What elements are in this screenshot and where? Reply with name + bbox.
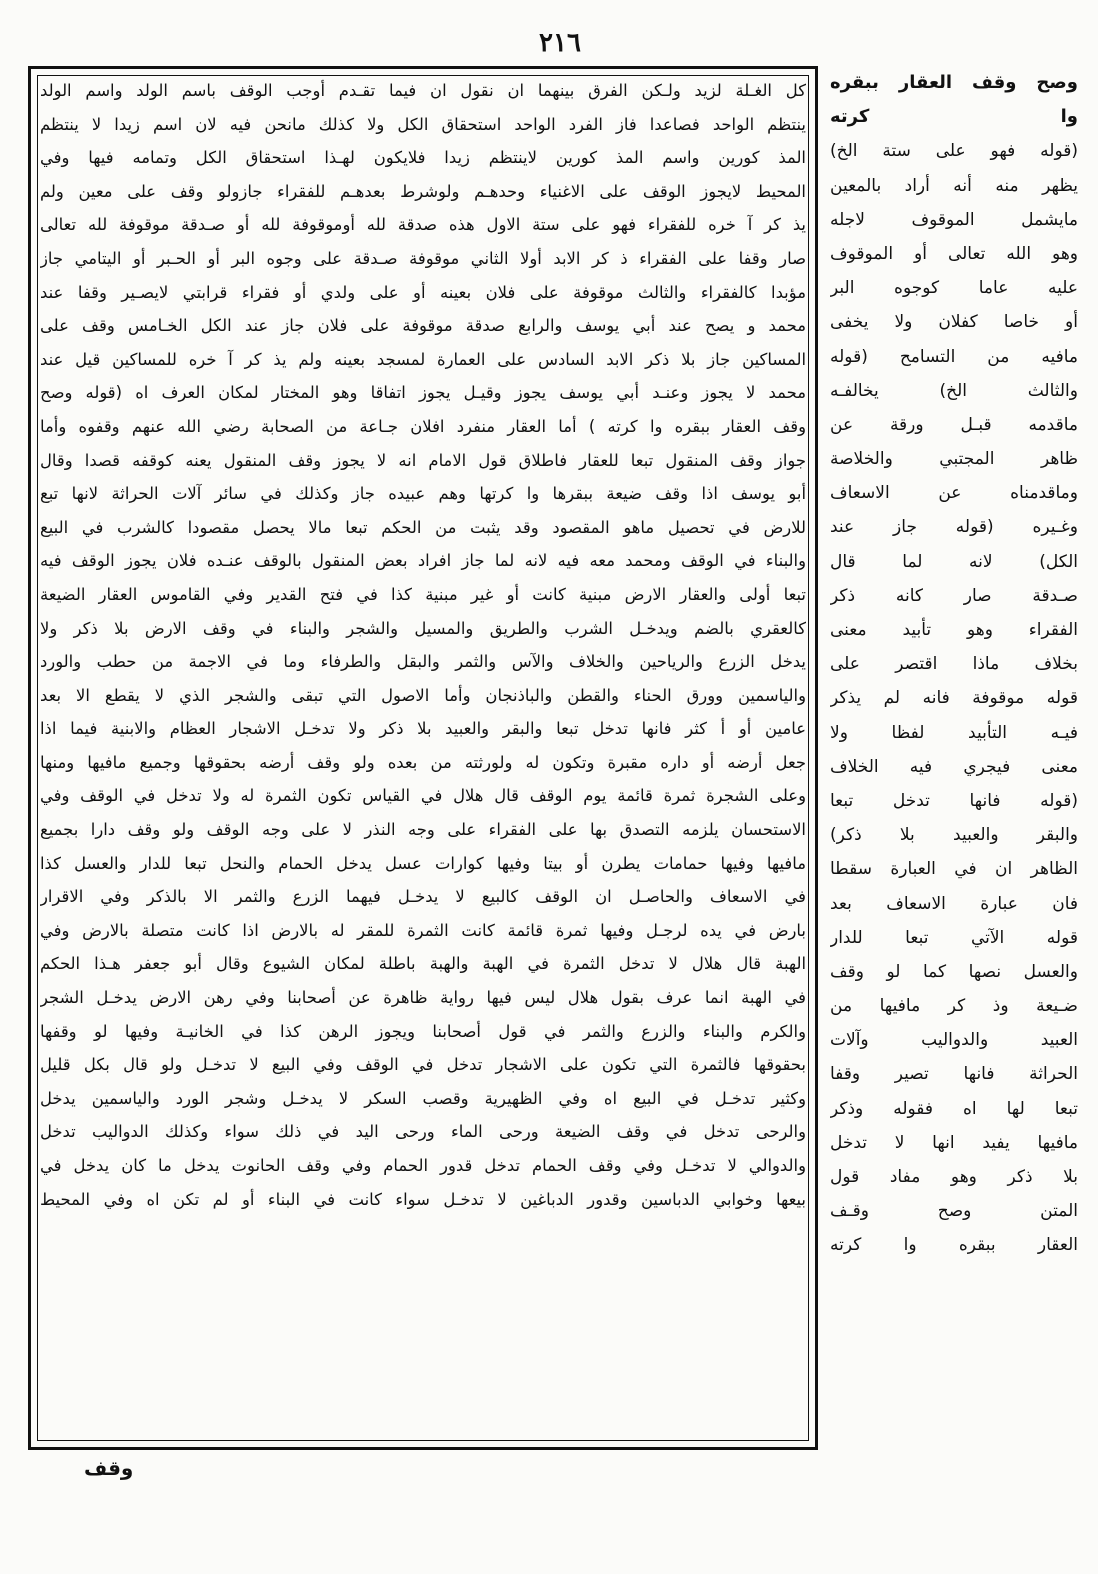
margin-text-line: ماقدمه قبـل ورقة عن (830, 414, 1078, 435)
main-text-body (40, 74, 806, 1442)
catchword: وقف (84, 1456, 134, 1480)
main-text-line: في الاسعاف والحاصـل ان الوقف كالبيع لا يدخـل فيهما الزرع والثمر الا بالذكر وفي الاقرار (40, 887, 806, 907)
main-text-line: كل الغـلة لزيد ولـكن الفرق بينهما ان نقول ان فيما تقـدم أوجب الوقف باسم الولد واسم الولد (40, 81, 806, 100)
main-text-line: كالعقري بالضم ويدخـل الشرب والطريق والمسيل والشجر والبناء في وقف الارض بلا ذكر ولا (40, 618, 806, 638)
margin-text-line: المتن وصح وقـف (830, 1201, 1078, 1222)
main-text-line: وعلى الشجرة ثمرة قائمة يوم الوقف قال هلال في القياس تكون الثمرة له ولا تدخل في الوقف وفي (40, 786, 806, 806)
main-text-line: والياسمين وورق الحناء والقطن والباذنجان وأما الاصول التي تبقى والشجر الذي لا يقطع الا بعد (40, 685, 806, 705)
main-text-line: والبناء في الوقف ومحمد معه فيه لانه لما جاز افراد بعض المنقول بالوقف عنـده فلان يجوز الوقف فيه (40, 551, 806, 571)
margin-text-line: بخلاف ماذا اقتصر على (830, 654, 1078, 675)
margin-text-line: معنى فيجري فيه الخلاف (830, 756, 1078, 777)
main-text-line: جعل أرضه أو داره مقبرة وتكون له ولورثته من بعده ولو وقف أرضه بحقوقها وجميع مافيها ومنها (40, 752, 806, 772)
margin-text-line: (قوله فهو على ستة الخ) (830, 141, 1078, 162)
main-text-line: وقف العقار ببقره وا كرته ) أما العقار منفرد افلان جـاعة من الصحابة رضي الله عنهم وقفوه وأما (40, 416, 806, 436)
main-text-line: بارض في يده لرجـل وفيها ثمرة قائمة كانت الثمرة للمقر له بالارض اذا كانت متصلة بالارض وفي (40, 920, 806, 940)
main-text-line: مؤبدا كالفقراء والثالث موقوفة على فلان بعينه أو على ولدي أو فقراء قرابتي لايصـير وقفا عند (40, 282, 806, 302)
main-text-line: محمد لا يجوز وعنـد أبي يوسف يجوز وقيـل يجوز اتفاقا وهو المختار لمكان العرف اه (قوله وصح (40, 383, 806, 403)
margin-heading-line: وا كرته (830, 106, 1078, 128)
main-text-line: أبو يوسف اذا وقف ضيعة ببقرها وا كرتها وهم عبيده جاز وكذلك في سائر آلات الحراثة لانها تبع (40, 484, 806, 504)
margin-text-line: وماقدمناه عن الاسعاف (830, 483, 1078, 504)
main-text-line: صار وقفا على الفقراء ذ كر الابد أولا الثاني موقوفة صـدقة على وجوه البر أو الحـبر أو اليتامي جاز (40, 248, 806, 268)
main-text-line: بيعها وخوابي الدباسين وقدور الدباغين لا تدخـل سواء كانت في البناء أو لم تكن اه وفي المحيط (40, 1189, 806, 1209)
main-text-line: عامين أو أ كثر فانها تدخل تبعا والبقر والعبيد بلا ذكر ولا تدخـل الاشجار العظام والابنية فيما اذا (40, 719, 806, 739)
margin-commentary (830, 66, 1078, 1450)
margin-text-line: يظهر منه أنه أراد بالمعين (830, 175, 1078, 196)
margin-text-line: مايشمل الموقوف لاجله (830, 209, 1078, 230)
page-number: ٢١٦ (539, 28, 581, 58)
margin-text-line: ظاهر المجتبي والخلاصة (830, 449, 1078, 470)
main-text-line: يدخل الزرع والرياحين والخلاف والآس والثمر والبقل والطرفاء وما في الاجمة من حطب والورد (40, 652, 806, 672)
margin-text-line: أو خاصا كفلان ولا يخفى (830, 312, 1078, 333)
main-text-line: جواز وقف المنقول تبعا للعقار فاطلاق قول الامام انه لا يجوز وقف المنقول يعنه كوقفه قصدا وقال (40, 450, 806, 470)
margin-text-line: صـدقة صار كانه ذكر (830, 585, 1078, 606)
margin-text-line: تبعا لها اه فقوله وذكر (830, 1098, 1078, 1119)
margin-text-line: الكل) لانه لما قال (830, 551, 1078, 572)
margin-text-line: عليه عاما كوجوه البر (830, 278, 1078, 299)
margin-text-line: فان عبارة الاسعاف بعد (830, 893, 1078, 914)
margin-text-line: الفقراء وهو تأبيد معنى (830, 620, 1078, 640)
margin-text-line: (قوله فانها تدخل تبعا (830, 790, 1078, 811)
main-text-line: يذ كر آ خره للفقراء فهو على ستة الاول هذه صدقة لله أوموقوفة لله أو صـدقة موقوفة لله تعالى (40, 215, 806, 235)
margin-text-line: والعسل نصها كما لو وقف (830, 961, 1078, 982)
main-text-line: والدوالي لا تدخـل وفي وقف الحمام تدخل قدور الحمام وفي وقف الحانوت يدخل ما كان يدخل في (40, 1156, 806, 1175)
main-text-line: الهبة قال هلال لا تدخل الثمرة في الهبة والهبة باطلة لمكان الشيوع وقال أبو جعفر هـذا الحكم (40, 954, 806, 974)
main-text-line: تبعا أولى والعقار الارض مبنية كانت أو غير مبنية كذا في فتح القدير وفي القاموس العقار الضيعة (40, 584, 806, 604)
main-text-line: في الهبة انما عرف بقول هلال ليس فيها رواية ظاهرة عن أصحابنا وفي رهن الارض يدخـل الشجر (40, 988, 806, 1008)
margin-text-line: العقار ببقره وا كرته (830, 1235, 1078, 1256)
main-text-line: وكثير تدخـل في البيع اه وفي الظهيرية وقصب السكر لا يدخـل وشجر الورد والياسمين يدخل (40, 1088, 806, 1108)
main-text-line: والرحى تدخل في وقف الضيعة ورحى الماء ورحى اليد في ذلك سواء وكذلك الدواليب تدخل (40, 1122, 806, 1142)
margin-text-line: فيـه التأبيد لفظا ولا (830, 722, 1078, 743)
margin-text-line: العبيد والدواليب وآلات (830, 1030, 1078, 1051)
main-text-line: ينتظم الواحد فصاعدا فاز الفرد الواحد استحقاق الكل ولا كذلك مانحن فيه لان اسم زيدا لا ينتظم (40, 114, 806, 134)
margin-text-line: وغـيره (قوله جاز عند (830, 517, 1078, 538)
margin-text-line: وهو الله تعالى أو الموقوف (830, 243, 1078, 264)
main-text-line: الاستحسان يلزمه التصدق بها على الفقراء على وجه النذر لا على وجه الوقف ولو وقف دارا بجميع (40, 820, 806, 840)
main-text-line: بحقوقها فالثمرة التي تكون على الاشجار تدخل في الوقف وفي البيع لا تدخـل ولو قال بكل قليل (40, 1055, 806, 1075)
margin-text-line: والبقر والعبيد بلا ذكر) (830, 825, 1078, 846)
margin-text-line: ضـيعة وذ كر مافيها من (830, 996, 1078, 1017)
main-text-line: المحيط لايجوز الوقف على الاغنياء وحدهـم ولوشرط بعدهـم للفقراء جازولو وقف على معين ولم (40, 181, 806, 201)
margin-heading-line: وصح وقف العقار ببقره (830, 72, 1078, 93)
margin-text-line: مافيها يفيد انها لا تدخل (830, 1132, 1078, 1153)
main-text-line: المساكين جاز بلا ذكر الابد السادس على العمارة لمسجد بعينه ولم يذ كر آ خره للمساكين قيل عند (40, 349, 806, 369)
margin-text-line: قوله الآتي تبعا للدار (830, 927, 1078, 948)
margin-text-line: والثالث الخ) يخالفـه (830, 380, 1078, 401)
margin-text-line: مافيه من التسامح (قوله (830, 346, 1078, 367)
main-text-line: للارض في تحصيل ماهو المقصود وقد يثبت من الحكم تبعا مالا يحصل مقصودا كالشرب في البيع (40, 517, 806, 537)
margin-text-line: بلا ذكر وهو مفاد قول (830, 1167, 1078, 1187)
main-text-line: محمد و يصح عند أبي يوسف والرابع صدقة موقوفة على فلان جاز عند الكل الخـامس وقف على (40, 316, 806, 336)
main-text-line: مافيها وفيها حمامات يطرن أو بيتا وفيها كوارات عسل يدخل الحمام والنحل تبعا للدار والعسل كذا (40, 853, 806, 873)
margin-text-line: الحراثة فانها تصير وقفا (830, 1064, 1078, 1085)
margin-text-line: قوله موقوفة فانه لم يذكر (830, 688, 1078, 709)
margin-text-line: الظاهر ان في العبارة سقطا (830, 859, 1078, 880)
main-text-line: المذ كورين واسم المذ كورين لاينتظم زيدا فلايكون لهـذا استحقاق الكل وتمامه فيها وفي (40, 148, 806, 168)
main-text-line: والكرم والبناء والزرع والثمر في قول أصحابنا ويجوز الرهن كذا في الخانيـة وفيها لو وقفها (40, 1021, 806, 1041)
